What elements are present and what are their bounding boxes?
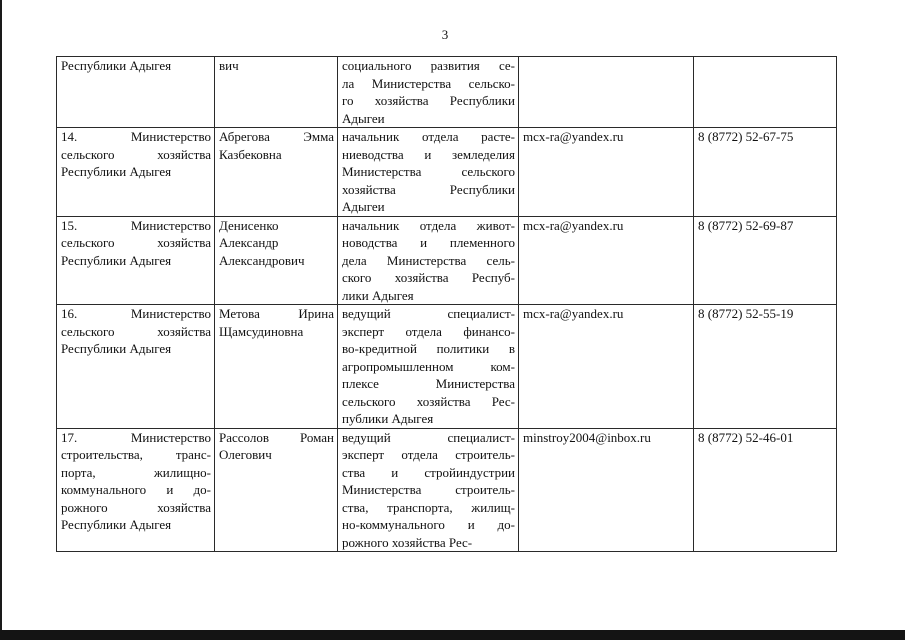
organization-cell [57, 305, 215, 429]
cell-line: плексе Министерства [342, 376, 515, 391]
cell-line: Республики Адыгея [61, 517, 172, 532]
position-cell [338, 57, 519, 128]
cell-line: Александрович [219, 252, 305, 268]
table-row [57, 305, 837, 429]
cell-line: Министерства строитель- [342, 482, 515, 497]
cell-line: агропромышленном ком- [342, 358, 515, 374]
organization-cell [57, 216, 215, 305]
cell-line: новодства и племенного [342, 235, 515, 250]
organization-cell-text [61, 57, 211, 75]
phone-cell-text: 8 (8772) 52-69-87 [698, 217, 794, 233]
table-row [57, 428, 837, 552]
position-cell-text [342, 57, 515, 127]
position-cell-text [342, 305, 515, 428]
position-cell-text [342, 217, 515, 305]
cell-line: сельского хозяйства [61, 146, 211, 162]
cell-line: рожного хозяйства [61, 499, 211, 515]
email-cell-text: mcx-ra@yandex.ru [523, 306, 624, 321]
cell-line: начальник отдела расте- [342, 129, 515, 144]
phone-cell-text: 8 (8772) 52-55-19 [698, 306, 794, 321]
position-cell-text [342, 128, 515, 216]
cell-line: ведущий специалист- [342, 429, 515, 445]
cell-line: строительства, транс- [61, 447, 211, 462]
organization-cell-text [61, 128, 211, 181]
cell-line: 14. Министерство [61, 129, 211, 144]
cell-line: Казбековна [219, 146, 282, 162]
cell-line: ниеводства и земледелия [342, 146, 515, 162]
cell-line: 16. Министерство [61, 306, 211, 321]
cell-line: Рассолов Роман [219, 429, 334, 445]
phone-cell-text: 8 (8772) 52-46-01 [698, 429, 794, 445]
name-cell-text [219, 128, 334, 163]
page-left-edge [0, 0, 2, 640]
cell-line: лики Адыгея [342, 287, 414, 303]
table-row [57, 128, 837, 217]
phone-cell [694, 128, 837, 217]
cell-line: ства и стройиндустрии [342, 464, 515, 480]
name-cell [215, 305, 338, 429]
cell-line: порта, жилищно- [61, 464, 211, 480]
name-cell-text [219, 305, 334, 340]
name-cell-text [219, 217, 334, 270]
cell-line: Абрегова Эмма [219, 129, 334, 144]
cell-line: сельского хозяйства [61, 323, 211, 339]
cell-line: публики Адыгея [342, 411, 434, 426]
name-cell [215, 128, 338, 217]
cell-line: начальник отдела живот- [342, 217, 515, 233]
position-cell [338, 216, 519, 305]
cell-line: Министерства сельского [342, 164, 515, 179]
cell-line: Республики Адыгея [61, 58, 172, 73]
cell-line: Адыгеи [342, 110, 385, 126]
cell-line: вич [219, 58, 239, 73]
scan-bottom-edge [0, 630, 905, 640]
email-cell [519, 57, 694, 128]
cell-line: Метова Ирина [219, 306, 334, 321]
email-cell [519, 216, 694, 305]
cell-line: Олегович [219, 447, 272, 462]
cell-line: коммунального и до- [61, 482, 211, 497]
email-cell-text: mcx-ra@yandex.ru [523, 129, 624, 144]
table-row [57, 216, 837, 305]
name-cell [215, 57, 338, 128]
cell-line: Республики Адыгея [61, 252, 172, 268]
name-cell-text [219, 57, 334, 75]
contacts-table [56, 56, 837, 552]
organization-cell [57, 428, 215, 552]
name-cell [215, 428, 338, 552]
organization-cell [57, 57, 215, 128]
organization-cell-text [61, 305, 211, 358]
organization-cell [57, 128, 215, 217]
name-cell-text [219, 429, 334, 464]
organization-cell-text [61, 429, 211, 534]
cell-line: Александр [219, 235, 279, 250]
page-number: 3 [441, 27, 449, 42]
cell-line: сельского хозяйства [61, 235, 211, 250]
cell-line: ла Министерства сельско- [342, 75, 515, 91]
organization-cell-text [61, 217, 211, 270]
cell-line: ведущий специалист- [342, 306, 515, 321]
cell-line: Республики Адыгея [61, 164, 172, 179]
cell-line: сельского хозяйства Рес- [342, 393, 515, 409]
cell-line: ского хозяйства Респуб- [342, 270, 515, 285]
cell-line: эксперт отдела строитель- [342, 447, 515, 462]
cell-line: хозяйства Республики [342, 181, 515, 197]
cell-line: Республики Адыгея [61, 341, 172, 356]
phone-cell-text: 8 (8772) 52-67-75 [698, 129, 794, 144]
position-cell-text [342, 429, 515, 552]
cell-line: рожного хозяйства Рес- [342, 534, 473, 550]
phone-cell [694, 305, 837, 429]
phone-cell [694, 216, 837, 305]
cell-line: Щамсудиновна [219, 323, 304, 339]
cell-line: 15. Министерство [61, 217, 211, 233]
cell-line: Адыгеи [342, 199, 385, 214]
cell-line: 17. Министерство [61, 429, 211, 445]
position-cell [338, 428, 519, 552]
email-cell [519, 128, 694, 217]
position-cell [338, 128, 519, 217]
cell-line: го хозяйства Республики [342, 93, 515, 108]
table-row [57, 57, 837, 128]
email-cell-text: mcx-ra@yandex.ru [523, 217, 624, 233]
phone-cell [694, 57, 837, 128]
cell-line: эксперт отдела финансо- [342, 323, 515, 339]
email-cell-text: minstroy2004@inbox.ru [523, 429, 651, 445]
email-cell [519, 305, 694, 429]
cell-line: во-кредитной политики в [342, 341, 515, 356]
phone-cell [694, 428, 837, 552]
cell-line: дела Министерства сель- [342, 252, 515, 268]
email-cell [519, 428, 694, 552]
table-body [57, 57, 837, 552]
cell-line: ства, транспорта, жилищ- [342, 499, 515, 515]
name-cell [215, 216, 338, 305]
cell-line: Денисенко [219, 217, 279, 233]
cell-line: но-коммунального и до- [342, 517, 515, 532]
cell-line: социального развития се- [342, 58, 515, 73]
position-cell [338, 305, 519, 429]
